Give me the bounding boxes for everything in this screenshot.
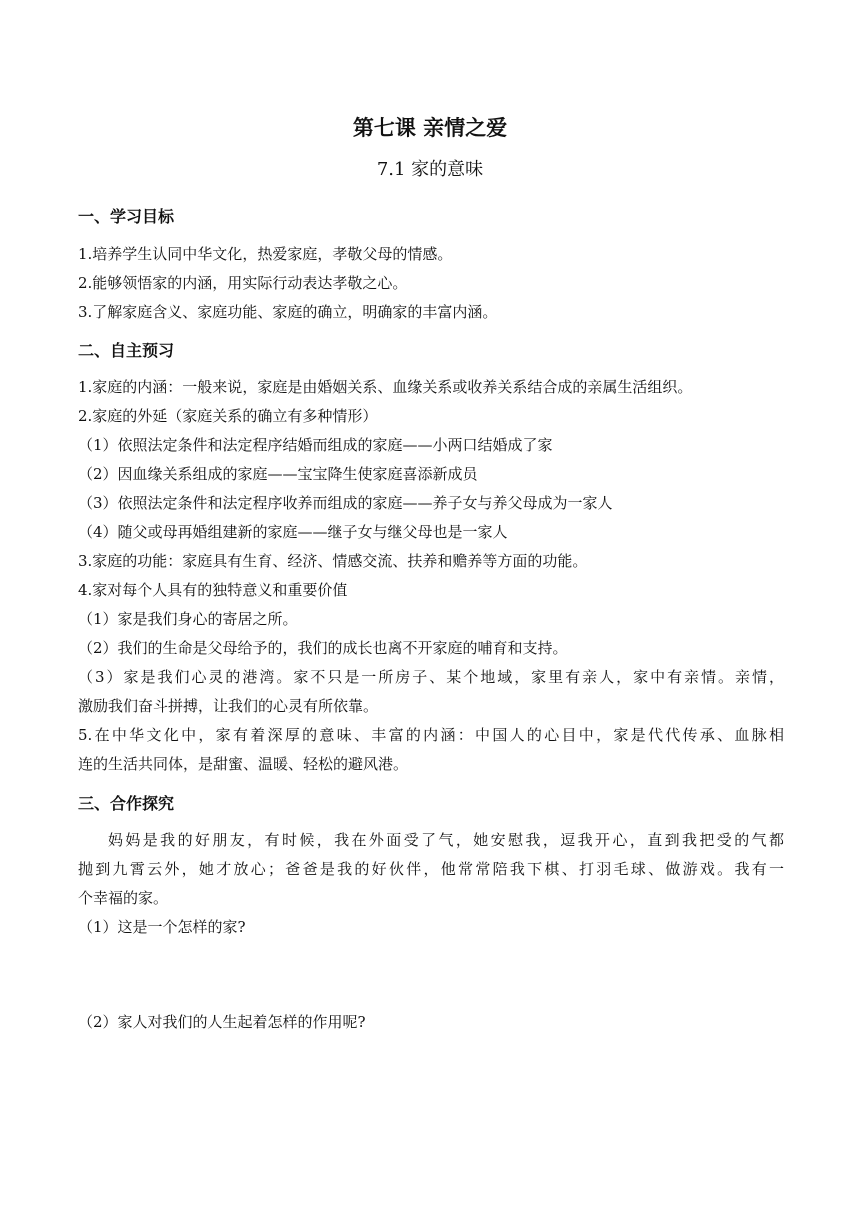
question-line: （2）家人对我们的人生起着怎样的作用呢? [78,1013,366,1031]
preview-line: 2.家庭的外延（家庭关系的确立有多种情形） [78,407,378,425]
preview-line: （2）我们的生命是父母给予的，我们的成长也离不开家庭的哺育和支持。 [78,639,568,657]
preview-line: 激励我们奋斗拼搏，让我们的心灵有所依靠。 [78,697,379,715]
preview-line: （4）随父或母再婚组建新的家庭——继子女与继父母也是一家人 [78,523,508,541]
section-heading-preview: 二、自主预习 [78,341,175,360]
preview-line: （3）依照法定条件和法定程序收养而组成的家庭——养子女与养父母成为一家人 [78,494,613,512]
section-heading-goals: 一、学习目标 [78,207,175,226]
preview-line: 连的生活共同体，是甜蜜、温暖、轻松的避风港。 [78,755,409,773]
preview-line: 5.在中华文化中，家有着深厚的意味、丰富的内涵：中国人的心目中，家是代代传承、血脉相 [78,726,784,744]
question-line: （1）这是一个怎样的家? [78,918,246,936]
story-line: 妈妈是我的好朋友，有时候，我在外面受了气，她安慰我，逗我开心，直到我把受的气都 [108,831,784,849]
preview-line: （2）因血缘关系组成的家庭——宝宝降生使家庭喜添新成员 [78,465,478,483]
preview-line: （1）依照法定条件和法定程序结婚而组成的家庭——小两口结婚成了家 [78,436,553,454]
story-line: 个幸福的家。 [78,889,169,907]
goal-line: 2.能够领悟家的内涵，用实际行动表达孝敬之心。 [78,274,408,292]
preview-line: （3）家是我们心灵的港湾。家不只是一所房子、某个地域，家里有亲人，家中有亲情。亲情， [78,668,784,686]
lesson-subtitle: 7.1 家的意味 [376,159,484,180]
preview-line: 3.家庭的功能：家庭具有生育、经济、情感交流、扶养和赡养等方面的功能。 [78,552,588,570]
preview-line: 4.家对每个人具有的独特意义和重要价值 [78,581,348,599]
preview-line: （1）家是我们身心的寄居之所。 [78,610,298,628]
section-heading-explore: 三、合作探究 [78,794,175,813]
goal-line: 3.了解家庭含义、家庭功能、家庭的确立，明确家的丰富内涵。 [78,303,498,321]
preview-line: 1.家庭的内涵：一般来说，家庭是由婚姻关系、血缘关系或收养关系结合成的亲属生活组织。 [78,378,693,396]
story-line: 抛到九霄云外，她才放心；爸爸是我的好伙伴，他常常陪我下棋、打羽毛球、做游戏。我有一 [78,860,784,878]
goal-line: 1.培养学生认同中华文化，热爱家庭，孝敬父母的情感。 [78,245,453,263]
lesson-title: 第七课 亲情之爱 [352,116,508,140]
